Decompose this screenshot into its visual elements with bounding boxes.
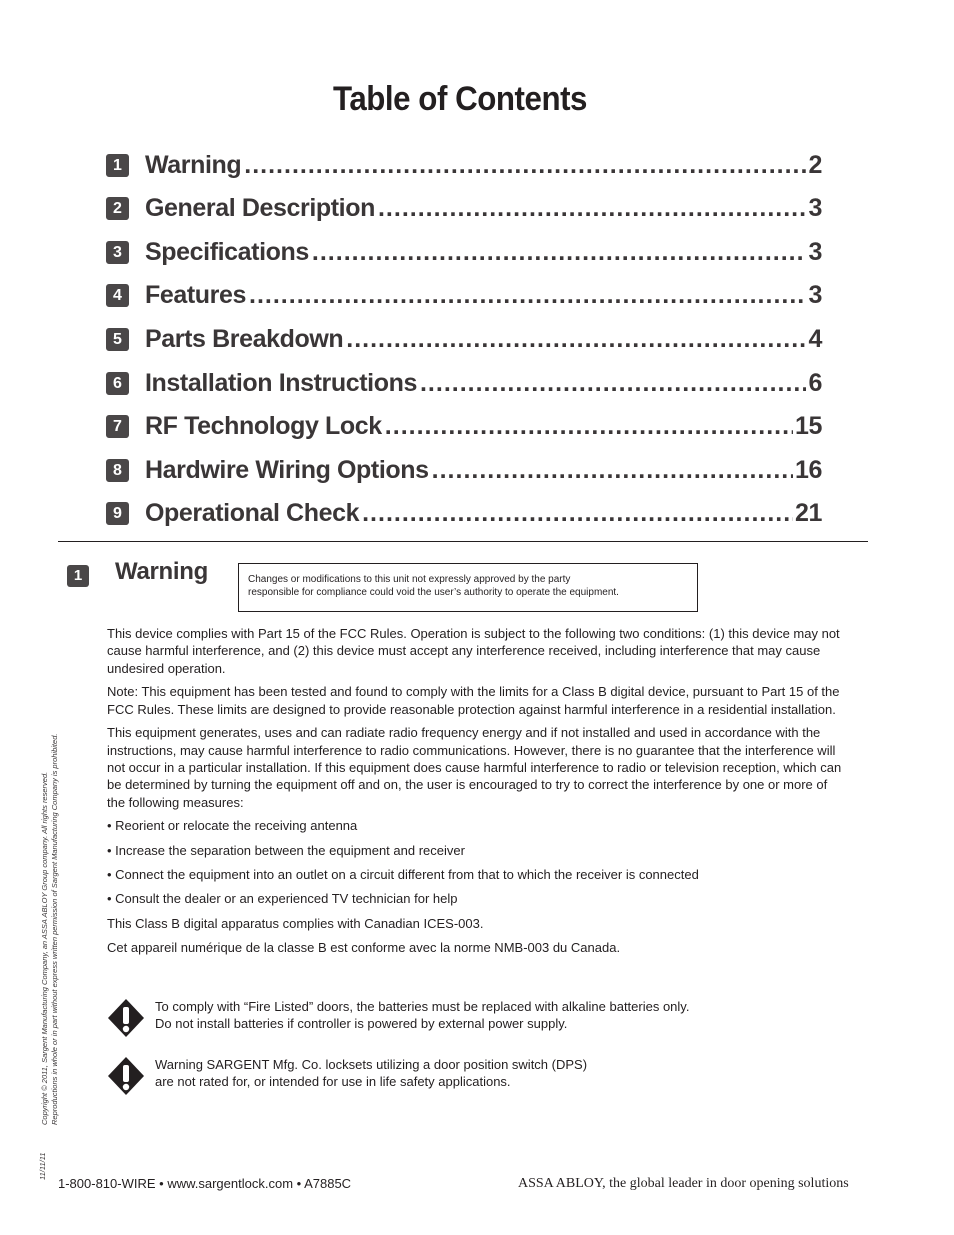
toc-entry-rf-technology-lock[interactable]: [106, 398, 822, 442]
toc-page-number: 21: [794, 499, 822, 528]
toc-page-number: 16: [794, 455, 822, 484]
toc-number-badge: 2: [106, 197, 129, 220]
toc-leader-dots: [249, 281, 806, 310]
toc-page-number: 2: [808, 150, 822, 179]
toc-page-number: 15: [794, 412, 822, 441]
toc-page-number: 4: [808, 324, 822, 353]
alert-line: are not rated for, or intended for use in life safety applications.: [155, 1074, 511, 1090]
toc-leader-dots: [346, 325, 806, 354]
toc-entry-label: Installation Instructions: [145, 368, 417, 397]
toc-number-badge: 4: [106, 284, 129, 307]
toc-leader-dots: [420, 369, 807, 398]
toc-leader-dots: [378, 194, 807, 223]
dps-warning: [107, 1056, 587, 1096]
toc-page-number: 3: [808, 194, 822, 223]
toc-number-badge: 8: [106, 459, 129, 482]
toc-number-badge: 1: [106, 154, 129, 177]
bullet-item: • Reorient or relocate the receiving antenna: [107, 818, 358, 834]
fire-listed-warning: [107, 998, 689, 1038]
body-paragraph: This device complies with Part 15 of the FCC Rules. Operation is subject to the following two conditions: (1) this device may not cause harmful interference, and (2) this device must accept any interference received, including interference that may cause undesired operation.: [107, 626, 840, 676]
toc-leader-dots: [312, 238, 807, 267]
section-number-badge: 1: [67, 565, 89, 587]
bullet-item: • Connect the equipment into an outlet on a circuit different from that to which the receiver is connected: [107, 867, 699, 883]
toc-leader-dots: [385, 412, 793, 441]
canada-statement-fr: Cet appareil numérique de la classe B est conforme avec la norme NMB-003 du Canada.: [107, 939, 621, 955]
table-of-contents: [106, 136, 822, 528]
warning-body: [107, 625, 842, 963]
toc-page-number: 6: [808, 368, 822, 397]
body-paragraph: This equipment generates, uses and can radiate radio frequency energy and if not installed and used in accordance with the instructions, may cause harmful interference to radio communications. However, there is no guarantee that the interference will not occur in a particular installation. If this equipment does cause harmful interference to radio or television reception, which can be determined by turning the equipment off and on, the user is encouraged to try to correct the interference by one or more of the following measures:: [107, 725, 842, 810]
toc-entry-label: Parts Breakdown: [145, 324, 344, 353]
toc-entry-label: Features: [145, 281, 247, 310]
notice-line: responsible for compliance could void the user’s authority to operate the equipment.: [248, 587, 619, 598]
toc-entry-features[interactable]: [106, 267, 822, 311]
footer-tagline: ASSA ABLOY, the global leader in door opening solutions: [518, 1176, 849, 1191]
toc-entry-operational-check[interactable]: [106, 485, 822, 529]
alert-text: [155, 1056, 587, 1091]
toc-page-number: 3: [808, 281, 822, 310]
toc-entry-specifications[interactable]: [106, 223, 822, 267]
footer-contact: 1-800-810-WIRE • www.sargentlock.com • A7885C: [58, 1176, 352, 1191]
toc-page-number: 3: [808, 237, 822, 266]
toc-leader-dots: [432, 456, 793, 485]
section-title: Warning: [115, 558, 208, 585]
toc-entry-general-description[interactable]: [106, 180, 822, 224]
alert-line: To comply with “Fire Listed” doors, the batteries must be replaced with alkaline batteries only.: [155, 999, 690, 1014]
alert-text: [155, 998, 689, 1033]
toc-number-badge: 5: [106, 328, 129, 351]
toc-entry-parts-breakdown[interactable]: [106, 310, 822, 354]
bullet-item: • Increase the separation between the equipment and receiver: [107, 842, 465, 858]
toc-number-badge: 3: [106, 241, 129, 264]
toc-leader-dots: [362, 499, 793, 528]
notice-line: Changes or modifications to this unit not expressly approved by the party: [248, 574, 571, 585]
toc-number-badge: 6: [106, 372, 129, 395]
bullet-item: • Consult the dealer or an experienced TV technician for help: [107, 891, 458, 907]
toc-entry-warning[interactable]: [106, 136, 822, 180]
toc-leader-dots: [244, 151, 806, 180]
alert-line: Do not install batteries if controller is powered by external power supply.: [155, 1016, 568, 1032]
fcc-notice-box: [238, 563, 698, 612]
copyright-line: Copyright © 2011, Sargent Manufacturing Company, an ASSA ABLOY Group company. All rights reserved.: [40, 771, 49, 1125]
toc-entry-label: General Description: [145, 194, 375, 223]
revision-date: 11/11/11: [38, 1152, 47, 1180]
toc-entry-label: RF Technology Lock: [145, 412, 382, 441]
section-divider: [58, 541, 868, 542]
page-title: Table of Contents: [332, 80, 588, 118]
copyright-line: Reproductions in whole or in part without express written permission of Sargent Manufacturing Company is prohibited.: [50, 733, 59, 1125]
toc-entry-label: Warning: [145, 150, 242, 179]
toc-entry-label: Operational Check: [145, 499, 360, 528]
toc-entry-installation-instructions[interactable]: [106, 354, 822, 398]
toc-number-badge: 9: [106, 502, 129, 525]
toc-number-badge: 7: [106, 415, 129, 438]
body-paragraph: Note: This equipment has been tested and found to comply with the limits for a Class B digital device, pursuant to Part 15 of the FCC Rules. These limits are designed to provide reasonable protection against harmful interference in a residential installation.: [107, 684, 840, 717]
copyright-sidebar: [40, 625, 160, 1125]
toc-entry-label: Specifications: [145, 237, 309, 266]
toc-entry-label: Hardwire Wiring Options: [145, 455, 429, 484]
canada-statement-en: This Class B digital apparatus complies with Canadian ICES-003.: [107, 915, 484, 931]
toc-entry-hardwire-wiring-options[interactable]: [106, 441, 822, 485]
alert-line: Warning SARGENT Mfg. Co. locksets utilizing a door position switch (DPS): [155, 1057, 588, 1072]
